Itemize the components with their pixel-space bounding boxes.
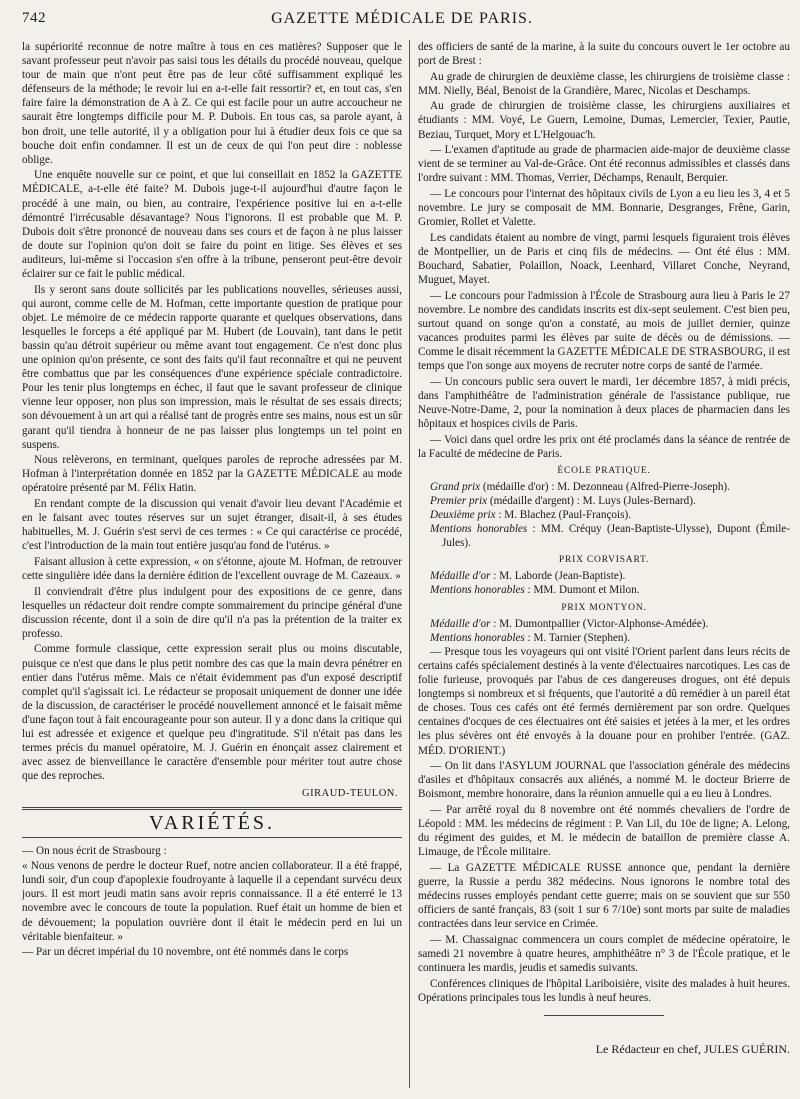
section-title-varietes: VARIÉTÉS. <box>148 812 276 835</box>
author-signature: GIRAUD-TEULON. <box>302 788 398 800</box>
prize-heading-ecole: ÉCOLE PRATIQUE. <box>557 465 651 476</box>
news-item: — Par arrêté royal du 8 novembre ont été nommés chevaliers de l'ordre de Léopold : MM. les médecins de régiment : P. Van Lil, du 10e de ligne; A. Lelong, du régiment des guides, et M. le médecin de bataillon de première classe A. Limauge, de l'École militaire. <box>418 803 790 859</box>
prize-line <box>430 569 790 583</box>
article-paragraph: Comme formule classique, cette expression serait plus ou moins discutable, puisque ce n'est que dans le plus petit nombre des cas que la main devra pénétrer en entier dans l'utérus même. Mais ce n'était évidemment pas d'un exposé descriptif complet qu'il s'agissait ici. Le rédacteur se proposait uniquement de donner une idée de la discussion, de caractériser le procédé nouvellement annoncé et le faisait même d'une façon tout à fait encourageante pour son auteur. Il y a donc dans la critique qui lui est adressée et exigence et quelque peu d'ingratitude. S'il n'était pas dans les termes précis du manuel opératoire, M. J. Guérin en énonçait assez clairement et avec assez de bienveillance le caractère d'ensemble pour mériter tout autre chose que des reproches. <box>22 643 402 783</box>
news-item: — Voici dans quel ordre les prix ont été proclamés dans la séance de rentrée de la Faculté de médecine de Paris. <box>418 433 790 460</box>
prize-line <box>430 522 790 550</box>
article-paragraph: la supériorité reconnue de notre maître à tous en ces matières? Supposer que le savant professeur peut n'avoir pas saisi tous les détails du procédé nouveau, quelque tour de main que n'ont peut être pas de leur côté suffisamment expliqué les défenseurs de la méthode; le revoir lui en a-t-elle fait ressortir? et, en tout cas, s'en faire faire la démonstration de A à Z. Ce qui est facile pour un autre accoucheur ne saurait être longtemps difficile pour M. P. Dubois. En tous cas, sa parole ayant, à bon droit, une telle autorité, il y a obligation pour lui à étudier deux fois ce que sa bouche doit enfin condamner. Il est un de ceux de qui l'on peut dire : noblesse oblige. <box>22 41 402 166</box>
column-rule <box>409 40 410 1088</box>
prize-label: Deuxième prix <box>430 509 496 521</box>
section-divider <box>22 837 402 838</box>
news-item: — On lit dans l'ASYLUM JOURNAL que l'association générale des médecins d'asiles et d'hôpitaux consacrés aux aliénés, a nommé M. le docteur Brierre de Boismont, membre honoraire, dans la réunion annuelle qui a eu lieu à Londres. <box>418 760 790 801</box>
prize-text: (médaille d'or) : M. Dezonneau (Alfred-Pierre-Joseph). <box>480 480 730 493</box>
article-paragraph: Nous relèverons, en terminant, quelques paroles de reproche adressées par M. Hofman à l'interprétation donnée en 1852 par la GAZETTE MÉDICALE au mode opératoire présenté par M. Félix Hatin. <box>22 454 402 495</box>
news-item: Au grade de chirurgien de deuxième classe, les chirurgiens de troisième classe : MM. Nielly, Béal, Benoist de la Grandière, Marec, Nicolas et Deschamps. <box>418 70 790 97</box>
prize-heading-montyon: PRIX MONTYON. <box>561 602 647 613</box>
news-item: — Un concours public sera ouvert le mardi, 1er décembre 1857, à midi précis, dans l'amphithéâtre de l'administration générale de l'assistance publique, rue Neuve-Notre-Dame, 2, pour la nomination à deux places de pharmacien dans les hôpitaux et hospices civils de Paris. <box>418 375 790 430</box>
prize-text: : M. Dumontpallier (Victor-Alphonse-Amédée). <box>490 617 709 630</box>
news-item: — Presque tous les voyageurs qui ont visité l'Orient parlent dans leurs récits de certains cafés spécialement destinés à la vente d'électuaires narcotiques. Les cas de folie furieuse, provoqués par l'abus de ces dangereuses drogues, ont été depuis longtemps si nombreux et si fréquents, que l'autorité a dû remédier à un pareil état de choses. Tous ces cafés ont été fermés dernièrement par son ordre. Quelques centaines d'ocques de ces électuaires ont été saisies et jetées à la mer, et les ordres les plus sévères ont été envoyés à la douane pour en prohiber l'entrée. (GAZ. MÉD. D'ORIENT.) <box>418 645 790 757</box>
page-header <box>22 8 782 32</box>
prize-text: : M. Laborde (Jean-Baptiste). <box>490 570 626 583</box>
prize-line <box>430 617 790 631</box>
prize-heading-corvisart: PRIX CORVISART. <box>558 555 650 566</box>
prize-line <box>430 583 790 597</box>
article-paragraph: Une enquête nouvelle sur ce point, et que lui conseillait en 1852 la GAZETTE MÉDICALE, a-t-elle été faite? M. Dubois juge-t-il aujourd'hui d'autre façon le procédé à une main, ou bien, au contraire, l'expérience positive lui en a-t-elle démontré l'irrécusable désavantage? Nous l'ignorons. Il est probable que M. P. Dubois doit s'être prononcé de nouveau dans ses cours et de façon à ne plus laisser de doute sur l'opinion qu'on doit se faire du point en litige. Ses élèves et ses auditeurs, lui-même si l'occasion s'en offre à la tribune, penseront peut-être devoir éclairer sur ce fait le public médical. <box>22 169 402 280</box>
prize-label: Grand prix <box>430 480 481 493</box>
news-item: — L'examen d'aptitude au grade de pharmacien aide-major de deuxième classe vient de se terminer au Val-de-Grâce. Ont été reconnus admissibles et classés dans l'ordre suivant : MM. Thomas, Verrier, Déchamps, Renault, Berquier. <box>418 144 790 185</box>
prize-line <box>430 494 790 508</box>
page-number: 742 <box>22 10 46 26</box>
prize-text: (médaille d'argent) : M. Luys (Jules-Bernard). <box>487 494 696 507</box>
news-item: — M. Chassaignac commencera un cours complet de médecine opératoire, le samedi 21 novembre à quatre heures, amphithéâtre n° 3 de l'École pratique, et le continuera les mardis, jeudis et samedis suivants. <box>418 933 790 974</box>
prize-label: Mentions honorables <box>430 523 528 536</box>
prize-label: Médaille d'or <box>430 617 491 630</box>
prize-text: : M. Blachez (Paul-François). <box>495 509 632 521</box>
news-item: — Par un décret impérial du 10 novembre, ont été nommés dans le corps <box>22 946 349 959</box>
end-divider <box>544 1015 664 1016</box>
news-item: Les candidats étaient au nombre de vingt, parmi lesquels figuraient trois élèves de Montpellier, un de Paris et cinq fils de médecins. — Ont été élus : MM. Bouchard, Sabatier, Polaillon, Noack, Leenhard, Villaret Conche, Neyrand, Muguet, Mayet. <box>418 231 790 286</box>
prize-line <box>430 508 790 522</box>
prize-label: Premier prix <box>430 494 488 507</box>
news-item: — Le concours pour l'admission à l'École de Strasbourg aura lieu à Paris le 27 novembre. Le nombre des candidats inscrits est dix-sept seulement. C'est bien peu, surtout quand on songe qu'on a constaté, au mois de juillet dernier, quinze vacances produites parmi les élèves par suite de décès ou de démissions. — Comme le disait récemment la GAZETTE MÉDICALE DE STRASBOURG, il est temps que l'on songe aux moyens de recruter notre corps de santé de l'armée. <box>418 289 790 373</box>
prize-label: Mentions honorables <box>430 584 525 597</box>
article-paragraph: Il conviendrait d'être plus indulgent pour des expositions de ce genre, dans lesquelles un rédacteur doit rendre compte sommairement du principe général d'une discussion récente, dont il a soin de dire qu'il n'a pas la prétention de la traiter ex professo. <box>22 585 402 640</box>
news-item: — Le concours pour l'internat des hôpitaux civils de Lyon a eu lieu les 3, 4 et 5 novembre. Le jury se composait de MM. Bonnarie, Desgranges, Frêne, Garin, Gromier, Rollet et Valette. <box>418 187 790 229</box>
prize-line <box>430 631 790 645</box>
article-paragraph: Faisant allusion à cette expression, « on s'étonne, ajoute M. Hofman, de retrouver cette singulière idée dans la dernière édition de l'excellent ouvrage de M. Cazeaux. » <box>22 555 402 582</box>
section-divider <box>22 807 402 810</box>
article-paragraph: En rendant compte de la discussion qui venait d'avoir lieu devant l'Académie et en le faisant avec toutes réserves sur un sujet étranger, disait-il, à ses études habituelles, M. J. Guérin s'est servi de ces termes : « Ce qui caractérise ce procédé, c'est l'introduction de la main tout entière jusqu'au fond de l'utérus. » <box>22 498 402 553</box>
news-item: Conférences cliniques de l'hôpital Lariboisière, visite des malades à huit heures. Opérations principales tous les lundis à neuf heures. <box>418 977 790 1004</box>
news-item: Au grade de chirurgien de troisième classe, les chirurgiens auxiliaires et étudiants : MM. Voyé, Le Guern, Lemoine, Dumas, Lemercier, Texier, Pautie, Beziau, Turquet, Mory et L'Helgouac'h. <box>418 100 790 141</box>
left-column <box>22 40 402 1088</box>
article-paragraph: Ils y seront sans doute sollicités par les publications nouvelles, sérieuses aussi, qui auront, comme celle de M. Hofman, cette importante question de pratique pour objet. Le mémoire de ce médecin rapporte quarante et quelques observations, dans lesquelles le forceps a été appliqué par M. Hubert (de Louvain), tant dans le petit bassin qu'au détroit supérieur ou même avant tout engagement. Ce n'est donc plus une opinion qu'on présente, ce sont des faits qu'il faut reconnaître et qui ne peuvent être combattus que par les conséquences d'une expérience spéciale contradictoire. Pour les tenir plus longtemps en échec, il faut que le savant professeur de clinique vienne leur opposer, non plus son impression, mais le résultat de ses essais directs; son dévouement à un art qui a réalisé tant de progrès entre ses mains, nous est un sûr garant qu'il tiendra à honneur de ne pas laisser plus longtemps un tel point en suspens. <box>22 283 402 451</box>
prize-text: : MM. Dumont et Milon. <box>524 584 640 597</box>
prize-text: : M. Tarnier (Stephen). <box>524 631 631 644</box>
news-item: des officiers de santé de la marine, à la suite du concours ouvert le 1er octobre au port de Brest : <box>418 41 790 68</box>
prize-line <box>430 480 790 494</box>
prize-label: Mentions honorables <box>430 631 525 644</box>
news-item: — La GAZETTE MÉDICALE RUSSE annonce que, pendant la dernière guerre, la Russie a perdu 382 médecins. Nous ignorons le nombre total des médecins russes employés pendant cette guerre; mais on se souvient que sur 550 officiers de santé français, 83 (soit 1 sur 6 7/10e) sont morts par suite de maladies contractées dans leur service en Crimée. <box>418 861 790 931</box>
news-item: « Nous venons de perdre le docteur Ruef, notre ancien collaborateur. Il a été frappé, lundi soir, d'un coup d'apoplexie foudroyante à laquelle il a cependant survécu deux jours. Il est mort jeudi matin sans avoir repris connaissance. Il a été enterré le 13 novembre avec le concours de toute la population. Ruef était un homme de bien et de dévouement; la population ouvrière dont il était le médecin perd en lui un véritable bienfaiteur. » <box>22 860 402 943</box>
prize-text: : MM. Créquy (Jean-Baptiste-Ulysse), Dupont (Émile-Jules). <box>442 523 790 550</box>
editor-signature: Le Rédacteur en chef, JULES GUÉRIN. <box>595 1041 790 1056</box>
journal-title: GAZETTE MÉDICALE DE PARIS. <box>271 10 533 27</box>
prize-label: Médaille d'or <box>430 570 491 583</box>
news-item: — On nous écrit de Strasbourg : <box>22 844 167 857</box>
right-column <box>418 40 790 1088</box>
